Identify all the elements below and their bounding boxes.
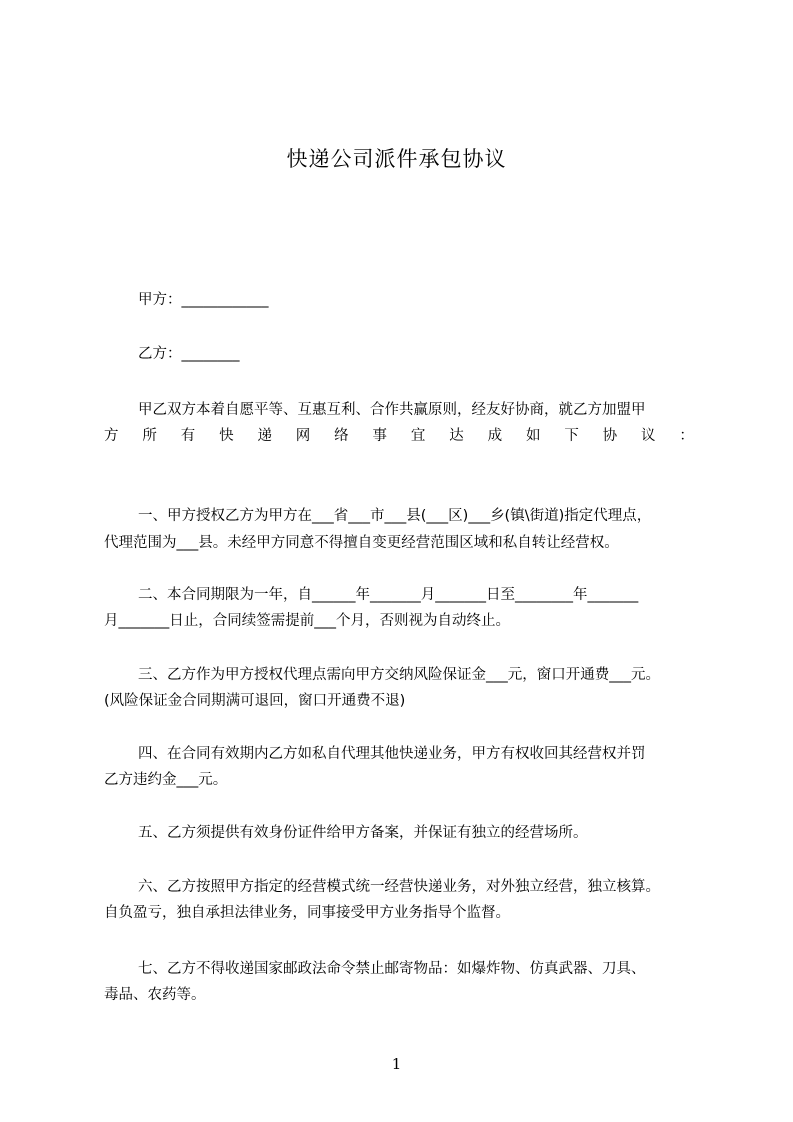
clause-4-line-1: 四、在合同有效期内乙方如私自代理其他快递业务，甲方有权收回其经营权并罚: [138, 746, 646, 762]
preamble-char: 方: [104, 428, 119, 444]
party-a-line: 甲方：____________: [138, 292, 269, 308]
preamble-char: 事: [372, 428, 388, 444]
preamble-line-2: [104, 425, 694, 447]
clause-2-line-2: 月_______日止，合同续签需提前___个月，否则视为自动终止。: [104, 613, 510, 629]
preamble-line-1: 甲乙双方本着自愿平等、互惠互利、合作共赢原则，经友好协商，就乙方加盟甲: [138, 402, 646, 418]
preamble-char: 递: [257, 428, 272, 444]
preamble-char: 快: [219, 428, 234, 444]
preamble-char: 下: [564, 428, 579, 444]
clause-3-line-1: 三、乙方作为甲方授权代理点需向甲方交纳风险保证金___元，窗口开通费___元。: [138, 667, 660, 683]
preamble-char: 所: [142, 428, 157, 444]
preamble-char: 络: [334, 428, 349, 444]
clause-7-line-1: 七、乙方不得收递国家邮政法命令禁止邮寄物品：如爆炸物、仿真武器、刀具、: [138, 961, 646, 977]
clause-7-line-2: 毒品、农药等。: [104, 987, 206, 1003]
preamble-char: 有: [180, 428, 196, 444]
clause-2-line-1: 二、本合同期限为一年，自______年_______月_______日至________年_______: [138, 587, 639, 603]
clause-5-line-1: 五、乙方须提供有效身份证件给甲方备案，并保证有独立的经营场所。: [138, 825, 588, 841]
clause-6-line-2: 自负盈亏，独自承担法律业务，同事接受甲方业务指导个监督。: [104, 905, 510, 921]
preamble-char: 协: [602, 428, 618, 444]
clause-3-line-2: (风险保证金合同期满可退回，窗口开通费不退): [104, 693, 406, 709]
party-b-line: 乙方：________: [138, 346, 240, 362]
preamble-char: ：: [679, 428, 694, 444]
preamble-char: 如: [525, 428, 541, 444]
preamble-char: 网: [295, 428, 311, 444]
clause-6-line-1: 六、乙方按照甲方指定的经营模式统一经营快递业务，对外独立经营，独立核算。: [138, 879, 660, 895]
preamble-char: 达: [449, 428, 464, 444]
clause-1-line-2: 代理范围为___县。未经甲方同意不得擅自变更经营范围区域和私自转让经营权。: [104, 535, 619, 551]
document-title: 快递公司派件承包协议: [286, 147, 507, 171]
preamble-char: 成: [487, 428, 503, 444]
clause-1-line-1: 一、甲方授权乙方为甲方在___省___市___县(___区)___乡(镇\街道)指定代理点，: [138, 508, 652, 524]
page-number: 1: [391, 1055, 402, 1073]
preamble-char: 议: [641, 428, 656, 444]
preamble-char: 宜: [410, 428, 426, 444]
clause-4-line-2: 乙方违约金___元。: [104, 772, 228, 788]
